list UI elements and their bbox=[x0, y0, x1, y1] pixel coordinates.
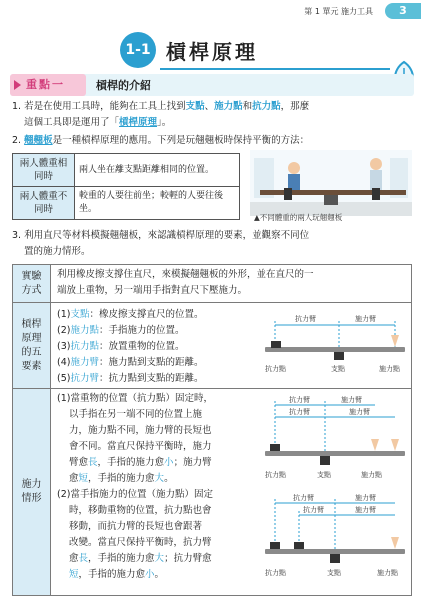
key-point-tag-label: 重點一 bbox=[26, 78, 65, 91]
key-point-bar bbox=[10, 74, 414, 96]
row-text: 較重的人要往前坐；較輕的人要往後坐。 bbox=[75, 187, 240, 220]
list-item: (1)支點：橡皮擦支撐直尺的位置。 bbox=[57, 309, 204, 320]
table-row-situation bbox=[13, 389, 411, 595]
experiment-table bbox=[12, 264, 412, 596]
paragraph-1: 1. 若是在使用工具時，能夠在工具上找到支點、施力點和抗力點，那麼 這個工具即是運用了「槓桿原理」。 bbox=[12, 101, 310, 128]
page-header bbox=[0, 0, 421, 22]
svg-text:施力臂: 施力臂 bbox=[355, 494, 376, 502]
svg-text:抗力臂: 抗力臂 bbox=[293, 494, 314, 502]
lever-diagram-load-variation bbox=[265, 493, 405, 588]
row-label: 槓桿原理的五要素 bbox=[13, 303, 51, 388]
list-item: (3)抗力點：放置重物的位置。 bbox=[57, 341, 185, 352]
svg-text:抗力臂: 抗力臂 bbox=[303, 506, 324, 514]
load-arm-label: 施力臂 bbox=[355, 315, 376, 323]
row-text: 兩人坐在離支點距離相同的位置。 bbox=[75, 154, 240, 187]
key-point-title: 槓桿的介紹 bbox=[96, 79, 151, 92]
seesaw-balance-table bbox=[12, 153, 240, 220]
svg-text:施力臂: 施力臂 bbox=[341, 396, 362, 404]
svg-text:支點: 支點 bbox=[317, 471, 331, 479]
table-row bbox=[13, 187, 240, 220]
lesson-title bbox=[120, 30, 310, 70]
list-item: (4)施力臂：施力點到支點的距離。 bbox=[57, 357, 204, 368]
seesaw-illustration bbox=[250, 150, 412, 216]
list-item: (2)施力點：手指施力的位置。 bbox=[57, 325, 185, 336]
lever-diagram-effort-variation bbox=[265, 395, 405, 490]
page-number: 3 bbox=[385, 3, 421, 19]
svg-text:施力點: 施力點 bbox=[361, 471, 382, 479]
lesson-number-badge: 1-1 bbox=[120, 32, 156, 68]
row-label: 兩人體重相同時 bbox=[13, 154, 75, 187]
row-label: 兩人體重不同時 bbox=[13, 187, 75, 220]
elements-list bbox=[57, 307, 204, 387]
table-row-method bbox=[13, 265, 411, 303]
unit-title: 第 1 單元 施力工具 bbox=[304, 7, 373, 16]
svg-text:施力臂: 施力臂 bbox=[349, 408, 370, 416]
table-row bbox=[13, 154, 240, 187]
method-text: 利用橡皮擦支撐住直尺，來模擬翹翹板的外形，並在直尺的一 端放上重物，另一端用手指對直尺下壓施力。 bbox=[57, 269, 314, 296]
svg-text:抗力點: 抗力點 bbox=[265, 471, 286, 479]
paragraph-2: 2. 翹翹板是一種槓桿原理的應用。下列是玩翹翹板時保持平衡的方法： bbox=[12, 135, 310, 146]
table-row-elements bbox=[13, 303, 411, 389]
fulcrum-label: 支點 bbox=[331, 365, 345, 373]
row-label: 施力情形 bbox=[13, 389, 51, 595]
svg-text:施力臂: 施力臂 bbox=[355, 506, 376, 514]
arrow-icon bbox=[14, 80, 21, 90]
row-label: 實驗方式 bbox=[13, 265, 51, 302]
situation-text: (1)當重物的位置（抗力點）固定時， 以手指在另一端不同的位置上施 力，施力點不同，施力臂的長短也 會不同。當直尺保持平衡時，施力 臂愈長，手指的施力愈小；施力臂 愈短，手指的施力愈大。 (2)當手指施力的位置（施力點）固定 時，移動重物的位置，抗力點也會 移動，而抗力臂的長短也會跟著 改變。當直尺保持平衡時，抗力臂 愈長，手指的施力愈大；抗力臂愈 短，手指的施力愈小。 bbox=[57, 393, 213, 580]
title-underline bbox=[160, 68, 390, 70]
svg-text:抗力點: 抗力點 bbox=[265, 569, 286, 577]
svg-text:施力點: 施力點 bbox=[377, 569, 398, 577]
svg-text:抗力臂: 抗力臂 bbox=[289, 408, 310, 416]
lesson-title-text: 槓桿原理 bbox=[166, 40, 258, 64]
paragraph-3: 3. 利用直尺等材料模擬翹翹板，來認識槓桿原理的要素，並觀察不同位 置的施力情形。 bbox=[12, 230, 310, 257]
svg-text:支點: 支點 bbox=[327, 569, 341, 577]
load-point-label: 抗力點 bbox=[265, 365, 286, 373]
lever-diagram bbox=[265, 311, 405, 381]
effort-arm-label: 抗力臂 bbox=[295, 315, 316, 323]
list-item: (5)抗力臂：抗力點到支點的距離。 bbox=[57, 373, 204, 384]
effort-point-label: 施力點 bbox=[379, 365, 400, 373]
key-point-tag bbox=[10, 74, 86, 96]
illustration-caption: ▲不同體重的兩人玩翹翹板 bbox=[254, 213, 343, 222]
svg-text:抗力臂: 抗力臂 bbox=[289, 396, 310, 404]
